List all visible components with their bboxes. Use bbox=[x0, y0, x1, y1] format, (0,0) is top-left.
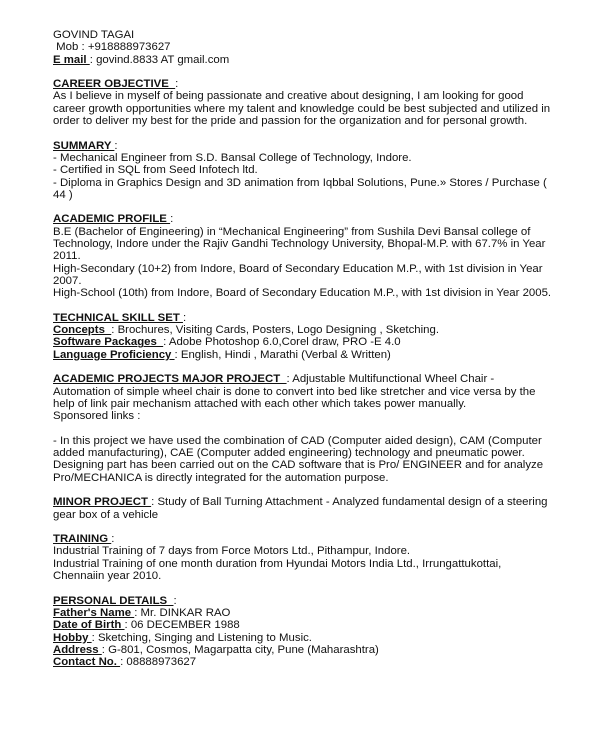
heading-text: ACADEMIC PROFILE bbox=[53, 213, 171, 226]
detail-value: : 06 DECEMBER 1988 bbox=[124, 619, 240, 632]
text-line: - Mechanical Engineer from S.D. Bansal College of Technology, Indore. bbox=[53, 151, 412, 164]
text-line: High-School (10th) from Indore, Board of Secondary Education M.P., with 1st division in Year 2005. bbox=[53, 287, 552, 300]
text-line: - Certified in SQL from Seed Infotech ltd. bbox=[53, 164, 258, 177]
detail-label: Contact No. bbox=[53, 656, 121, 669]
text-line: As I believe in myself of being passionate and creative about designing, I am looking for good bbox=[53, 90, 524, 103]
major-project-heading bbox=[53, 373, 583, 385]
heading-sep: : bbox=[173, 594, 177, 607]
heading-text: SUMMARY bbox=[53, 139, 115, 152]
skill-item bbox=[53, 349, 583, 361]
skill-value: : English, Hindi , Marathi (Verbal & Written) bbox=[174, 348, 391, 361]
heading-text: MINOR PROJECT bbox=[53, 496, 152, 509]
text-line: career growth opportunities where my talent and knowledge could be best subjected and utilized in bbox=[53, 102, 551, 115]
text-line: - Diploma in Graphics Design and 3D animation from Iqbbal Solutions, Pune.» Stores / Purchase ( bbox=[53, 176, 547, 189]
resume-document bbox=[53, 29, 583, 668]
text-line: 2011. bbox=[53, 250, 81, 263]
text-line: 2007. bbox=[53, 274, 82, 287]
skill-item bbox=[53, 324, 583, 336]
detail-label: Date of Birth bbox=[53, 619, 125, 632]
text-line: Automation of simple wheel chair is done to convert into bed like stretcher and vice versa by the bbox=[53, 385, 536, 398]
heading-sep: : bbox=[170, 213, 174, 226]
detail-label: Father's Name bbox=[53, 606, 135, 619]
heading-text: ACADEMIC PROJECTS MAJOR PROJECT bbox=[53, 373, 287, 386]
detail-item bbox=[53, 619, 583, 631]
minor-project-heading bbox=[53, 496, 583, 508]
heading-sep: : bbox=[182, 311, 187, 324]
text-line: help of link pair mechanism attached with each other which takes power manually. bbox=[53, 397, 467, 410]
detail-value: : Sketching, Singing and Listening to Music. bbox=[91, 631, 312, 644]
text-line: Industrial Training of 7 days from Force Motors Ltd., Pithampur, Indore. bbox=[53, 545, 411, 558]
detail-item bbox=[53, 644, 583, 656]
career-objective-heading bbox=[53, 78, 583, 90]
heading-text: TRAINING bbox=[53, 533, 112, 546]
skill-value: : Adobe Photoshop 6.0,Corel draw, PRO -E 4.0 bbox=[163, 336, 401, 349]
detail-value: : 08888973627 bbox=[120, 656, 197, 669]
candidate-name: GOVIND TAGAI bbox=[53, 29, 135, 41]
text-line: - In this project we have used the combination of CAD (Computer aided design), CAM (Computer bbox=[53, 434, 542, 447]
academic-profile-heading bbox=[53, 213, 583, 225]
heading-sep: : bbox=[175, 78, 179, 91]
skill-label: Software Packages bbox=[53, 336, 164, 349]
detail-item bbox=[53, 607, 583, 619]
summary-heading bbox=[53, 140, 583, 152]
text-line: 44 ) bbox=[53, 188, 73, 201]
detail-label: Address bbox=[53, 643, 102, 656]
detail-value: : G-801, Cosmos, Magarpatta city, Pune (Maharashtra) bbox=[101, 643, 379, 656]
heading-value: : Study of Ball Turning Attachment - Analyzed fundamental design of a steering bbox=[151, 496, 548, 509]
text-line: Sponsored links : bbox=[53, 410, 141, 423]
text-line: Pro/MECHANICA is directly integrated for the automation purpose. bbox=[53, 471, 389, 484]
detail-value: : Mr. DINKAR RAO bbox=[134, 606, 231, 619]
technical-skills-heading bbox=[53, 312, 583, 324]
email-value: : govind.8833 AT gmail.com bbox=[89, 53, 230, 66]
text-line: order to deliver my best for the pride and passion for the organization and for personal growth. bbox=[53, 115, 528, 128]
skill-label: Concepts bbox=[53, 324, 112, 337]
heading-value: : Adjustable Multifunctional Wheel Chair - bbox=[286, 373, 495, 386]
heading-text: TECHNICAL SKILL SET bbox=[53, 311, 183, 324]
mobile-number: Mob : +918888973627 bbox=[53, 41, 171, 54]
heading-sep: : bbox=[114, 139, 118, 152]
email-line bbox=[53, 54, 583, 66]
skill-label: Language Proficiency bbox=[53, 348, 175, 361]
text-line: Designing part has been carried out on the CAD software that is Pro/ ENGINEER and for analyze bbox=[53, 459, 544, 472]
text-line: High-Secondary (10+2) from Indore, Board of Secondary Education M.P., with 1st division in Year bbox=[53, 262, 543, 275]
text-line: added manufacturing), CAE (Computer added engineering) technology and pneumatic power. bbox=[53, 447, 525, 460]
skill-value: : Brochures, Visiting Cards, Posters, Logo Designing , Sketching. bbox=[111, 324, 439, 337]
email-label: E mail bbox=[53, 53, 90, 66]
heading-text: CAREER OBJECTIVE bbox=[53, 78, 176, 91]
text-line: Technology, Indore under the Rajiv Gandhi Technology University, Bhopal-M.P. with 67.7% in Year bbox=[53, 238, 546, 251]
training-heading bbox=[53, 533, 583, 545]
text-line: B.E (Bachelor of Engineering) in “Mechanical Engineering” from Sushila Devi Bansal college of bbox=[53, 225, 531, 238]
detail-item bbox=[53, 656, 583, 668]
text-line: Chennaiin year 2010. bbox=[53, 570, 162, 583]
text-line: Industrial Training of one month duration from Hyundai Motors India Ltd., Irrungattukottai, bbox=[53, 557, 502, 570]
skill-item bbox=[53, 336, 583, 348]
heading-sep: : bbox=[111, 533, 115, 546]
detail-item bbox=[53, 632, 583, 644]
detail-label: Hobby bbox=[53, 631, 92, 644]
heading-text: PERSONAL DETAILS bbox=[53, 594, 174, 607]
personal-details-heading bbox=[53, 595, 583, 607]
text-line: gear box of a vehicle bbox=[53, 508, 159, 521]
